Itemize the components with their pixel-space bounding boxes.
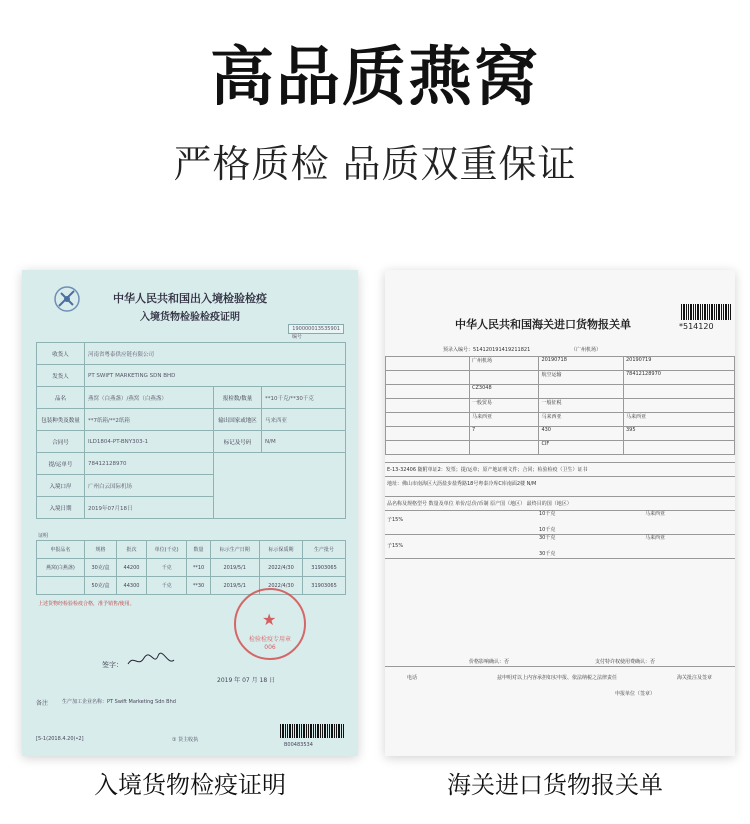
cert-title-line1: 中华人民共和国出入境检验检疫 [113, 292, 267, 305]
barcode-bar [695, 304, 696, 320]
goods-qty: 10千克 [539, 527, 556, 533]
barcode-bar [320, 724, 321, 738]
divider [385, 476, 735, 477]
barcode-bar [285, 724, 286, 738]
barcode [681, 304, 731, 320]
barcode-bar [704, 304, 706, 320]
table-row: 马来西亚 马来西亚 马来西亚 [386, 413, 735, 427]
goods-qty: 10千克 [539, 511, 556, 517]
barcode-bar [322, 724, 323, 738]
barcode-bar [688, 304, 689, 320]
barcode-bar [289, 724, 291, 738]
cert-title-line2: 入境货物检验检疫证明 [140, 312, 240, 323]
price-note: 价格影响确认：否 [469, 659, 510, 665]
barcode-bar [683, 304, 685, 320]
barcode-bar [697, 304, 699, 320]
page-title: 高品质燕窝 [210, 41, 540, 115]
barcode-bar [327, 724, 328, 738]
caption-customs-declaration: 海关进口货物报关单 [447, 771, 663, 799]
divider [385, 534, 735, 535]
barcode-bar [282, 724, 284, 738]
table-row: 收货人 河南省粤泰供应链有限公司 [37, 343, 346, 365]
table-row: 入境日期 2019年07月18日 [37, 497, 346, 519]
table-row: 提/运单号 78412128970 [37, 453, 346, 475]
note-text: 生产加工企业名称：PT Swift Marketing Sdn Bhd [62, 699, 176, 705]
footer-holder: ① 货主收执 [172, 737, 199, 743]
divider [385, 558, 735, 559]
remark-text: 上述货物经检验检疫合格，准予销售/使用。 [38, 601, 135, 607]
table-row: CIF [386, 441, 735, 455]
table-row: 7 430 395 [386, 427, 735, 441]
goods-name: 子15% [387, 543, 404, 549]
barcode-bar [686, 304, 687, 320]
barcode-bar [709, 304, 710, 320]
declare-unit-label: 申报单位（签章） [615, 691, 656, 697]
barcode-bar [303, 724, 305, 738]
form-title: 中华人民共和国海关进口货物报关单 [455, 318, 631, 331]
barcode-bar [338, 724, 340, 738]
stamp-number: 006 [264, 644, 276, 651]
stamp-text: 检验检疫专用章 [248, 636, 291, 643]
barcode-bar [306, 724, 307, 738]
barcode-bar [292, 724, 293, 738]
barcode-bar [315, 724, 316, 738]
divider [385, 462, 735, 463]
goods-header: 品名称及规格型号 数量及单位 单价/总价/币制 原产国（地区） 最终目的国（地区） [387, 501, 572, 507]
inspection-certificate-image [22, 270, 358, 756]
barcode-bar [725, 304, 727, 320]
cert-main-table [36, 342, 346, 519]
barcode-bar [714, 304, 715, 320]
port-note: （广州机场） [571, 347, 602, 353]
cert-number-label: 编号 [291, 334, 302, 340]
table-row: 航空运输 78412128970 [386, 371, 735, 385]
barcode-bar [287, 724, 288, 738]
official-stamp [234, 588, 306, 660]
barcode-bar [681, 304, 682, 320]
table-row: 申报品名 规格 批次 单位(千克) 数量 标示生产日期 标示保质期 生产批号 [37, 541, 346, 559]
goods-origin: 马来西亚 [645, 511, 666, 517]
barcode-bar [343, 724, 344, 738]
barcode-bar [331, 724, 333, 738]
divider [385, 496, 735, 497]
form-main-table [385, 356, 735, 455]
barcode-bar [690, 304, 692, 320]
goods-name: 子15% [387, 517, 404, 523]
barcode-bar [308, 724, 309, 738]
table-row: 合同号 ILD1804-PT-BNY303-1 标记及号码 N/M [37, 431, 346, 453]
customs-declaration-image [385, 270, 735, 756]
divider [385, 510, 735, 511]
cert-goods-table [36, 540, 346, 595]
table-row: 一般贸易 一般征税 [386, 399, 735, 413]
cert-date: 2019 年 07 月 18 日 [217, 677, 276, 684]
goods-qty: 30千克 [539, 535, 556, 541]
barcode-bar [341, 724, 342, 738]
barcode-bar [334, 724, 335, 738]
barcode-bar [723, 304, 724, 320]
footer-code: [5-1(2018.4.20)•2] [36, 736, 84, 742]
barcode-bar [296, 724, 298, 738]
barcode-bar [336, 724, 337, 738]
goods-origin: 马来西亚 [645, 535, 666, 541]
barcode-bar [702, 304, 703, 320]
barcode-bar [716, 304, 717, 320]
barcode-bar [700, 304, 701, 320]
table-row: 广州机场 20190718 20190719 [386, 357, 735, 371]
table-row: CZ3048 [386, 385, 735, 399]
barcode-bar [324, 724, 326, 738]
signature-scribble [126, 652, 176, 670]
table-row: 发货人 PT SWIFT MARKETING SDN BHD [37, 365, 346, 387]
barcode-bar [313, 724, 314, 738]
barcode-bar [693, 304, 694, 320]
barcode-bar [728, 304, 729, 320]
caption-inspection-certificate: 入境货物检疫证明 [94, 771, 286, 799]
divider [385, 666, 735, 667]
preentry-number: 预录入编号：514120191419211821 [443, 347, 531, 353]
form-code: *514120 [679, 322, 714, 331]
table-row: 包装种类及数量 **7纸箱/**2纸箱 输出国家或地区 马来西亚 [37, 409, 346, 431]
royalty-note: 支付特许权使用费确认：否 [595, 659, 656, 665]
barcode-bar [718, 304, 720, 320]
tel-label: 电话 [407, 675, 418, 681]
remark-label: 证明 [38, 533, 49, 539]
barcode-bar [730, 304, 731, 320]
barcode-bar [329, 724, 330, 738]
barcode-bar [301, 724, 302, 738]
declare-text: 兹申明对以上内容承担如实申报、依法纳税之法律责任 [497, 675, 618, 681]
barcode-bar [317, 724, 319, 738]
barcode-bar [707, 304, 708, 320]
table-row: 燕窝(白燕盏) 30克/盒 44200 千克 **10 2019/5/1 2022/4/30 31903065 [37, 559, 346, 577]
barcode [280, 724, 344, 738]
documents-line: E-13-32406 随附单证2：发票；提/运单；原产地证明文件；合同；检验检疫（卫生）证书 [387, 467, 588, 473]
signature-label: 签字： [102, 661, 123, 669]
barcode-bar [721, 304, 722, 320]
barcode-bar [294, 724, 295, 738]
note-label: 备注 [36, 700, 49, 707]
table-row: 品名 燕窝（白燕盏）/燕窝（白燕盏） 报检数/数量 **10千克/**30千克 [37, 387, 346, 409]
barcode-bar [310, 724, 312, 738]
cert-number: 190000013535901 [288, 324, 344, 334]
goods-qty: 30千克 [539, 551, 556, 557]
table-row: 50克/盒 44300 千克 **30 2019/5/1 2022/4/30 31903065 [37, 577, 346, 595]
page-subtitle: 严格质检 品质双重保证 [173, 142, 577, 186]
barcode-bar [711, 304, 713, 320]
barcode-number: B00483534 [284, 742, 313, 748]
table-row: 入境口岸 广州白云国际机场 [37, 475, 346, 497]
customs-remark-label: 海关批注及签章 [677, 675, 713, 681]
address-line: 地址：佛山市南海区大沥盐步盐秀路18号粤泰冷库C库南面2楼 N/M [387, 481, 537, 487]
barcode-bar [280, 724, 281, 738]
star-icon: ★ [262, 610, 277, 629]
barcode-bar [299, 724, 300, 738]
